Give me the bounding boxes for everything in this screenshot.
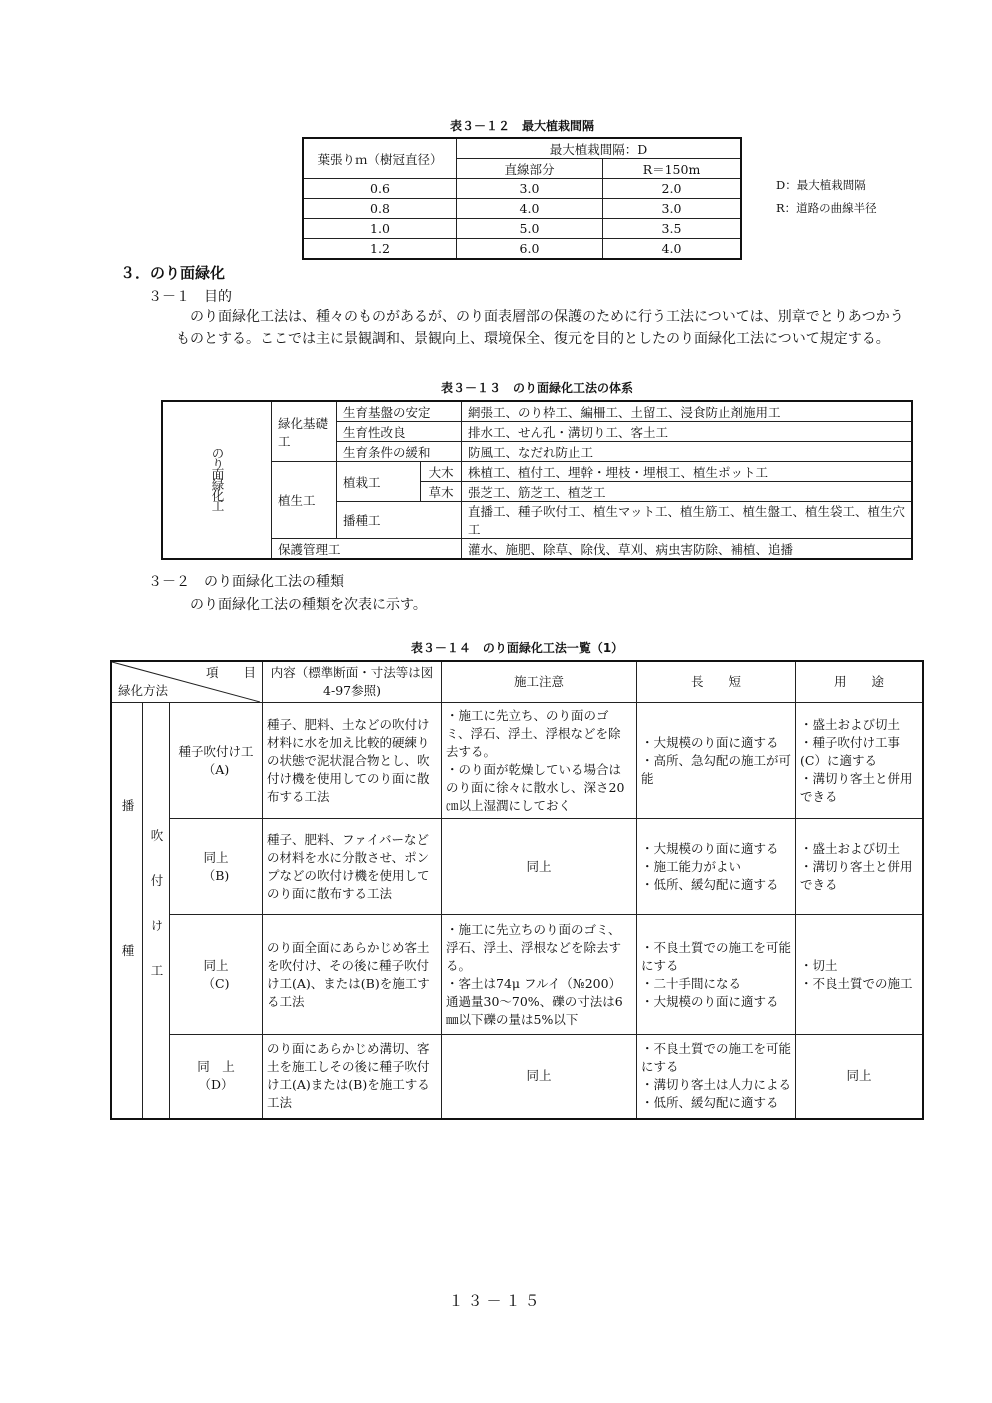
t312-note-r: R：道路の曲線半径 <box>776 201 877 215</box>
t313-kanwa: 生育条件の緩和 <box>337 442 462 462</box>
table-row <box>303 219 741 239</box>
section-paragraph: のり面緑化工法は、種々のものがあるが、のり面表層部の保護のために行う工法については、別章でとりあつかうものとする。ここでは主に景観調和、景観向上、環境保全、復元を目的としたのり面緑化工法について規定する。 <box>176 309 904 347</box>
table-314 <box>110 660 924 1120</box>
t314-yoto-cell: ・盛土および切土 ・種子吹付け工事(C）に適する ・溝切り客土と併用できる <box>796 703 924 819</box>
t314-yoto-cell: 同上 <box>796 1035 924 1119</box>
table-312-caption: 表３－１２ 最大植栽間隔 <box>449 119 594 133</box>
t314-chotan-cell: ・大規模のり面に適する ・高所、急勾配の施工が可能 <box>637 703 796 819</box>
t314-chotan-cell: ・不良土質での施工を可能にする ・二十手間になる ・大規模のり面に適する <box>637 915 796 1035</box>
t314-method: 緑化方法 <box>118 683 169 698</box>
t313-kusaki: 草木 <box>421 482 462 502</box>
table-cell: 1.0 <box>303 219 457 239</box>
t313-kairyo-value: 排水工、せん孔・溝切り工、客土工 <box>462 422 913 442</box>
t313-taiboku-value: 株植工、植付工、埋幹・埋枝・埋根工、植生ポット工 <box>462 462 913 482</box>
t312-col1-header: 葉張りｍ（樹冠直径） <box>303 138 457 179</box>
table-cell: 0.6 <box>303 179 457 199</box>
table-cell: 6.0 <box>457 239 603 260</box>
table-cell: 2.0 <box>603 179 742 199</box>
table-cell: 3.5 <box>603 219 742 239</box>
table-row <box>303 179 741 199</box>
t313-hogo: 保護管理工 <box>272 539 462 560</box>
table-313-caption: 表３－１３ のり面緑化工法の体系 <box>440 381 633 395</box>
t314-name-cell: 同上 （B) <box>170 819 263 915</box>
table-row <box>303 199 741 219</box>
t313-kanwa-value: 防風工、なだれ防止工 <box>462 442 913 462</box>
table-row <box>303 239 741 260</box>
t313-kairyo: 生育性改良 <box>337 422 462 442</box>
table-312 <box>302 137 742 260</box>
t313-hashuko: 播種工 <box>337 502 462 539</box>
t314-chotan-cell: ・不良土質での施工を可能にする ・溝切り客土は人力による ・低所、緩勾配に適する <box>637 1035 796 1119</box>
t312-group-header: 最大植栽間隔：D <box>457 138 742 159</box>
t314-col-fukitsuke: 吹 付 け 工 <box>143 703 170 1119</box>
table-row <box>111 1035 923 1119</box>
section-title: ３．のり面緑化 <box>120 264 226 282</box>
t313-kisoko: 緑化基礎工 <box>272 401 337 462</box>
t313-taiboku: 大木 <box>421 462 462 482</box>
t313-kusaki-value: 張芝工、筋芝工、植芝工 <box>462 482 913 502</box>
t314-naiyo-cell: 種子、肥料、ファイバーなどの材料を水に分散させ、ポンプなどの吹付け機を使用してのり面に散布する工法 <box>263 819 442 915</box>
t314-yoto-header: 用 途 <box>796 661 924 703</box>
t313-hashu-value: 直播工、種子吹付工、植生マット工、植生筋工、植生盤工、植生袋工、植生穴工 <box>462 502 913 539</box>
table-cell: 3.0 <box>457 179 603 199</box>
t314-naiyo-cell: のり面にあらかじめ溝切、客土を施工しその後に種子吹付け工(A)または(B)を施工する工法 <box>263 1035 442 1119</box>
table-cell: 4.0 <box>603 239 742 260</box>
table-cell: 4.0 <box>457 199 603 219</box>
t314-naiyo-cell: 種子、肥料、土などの吹付け材料に水を加え比較的硬練りの状態で泥状混合物とし、吹付け機を使用してのり面に散布する工法 <box>263 703 442 819</box>
t314-chotan-header: 長 短 <box>637 661 796 703</box>
table-cell: 1.2 <box>303 239 457 260</box>
t313-kiban-value: 網張工、のり枠工、編柵工、土留工、浸食防止剤施用工 <box>462 401 913 422</box>
t314-corner-header <box>111 661 263 703</box>
table-cell: 5.0 <box>457 219 603 239</box>
t314-chui-header: 施工注意 <box>442 661 637 703</box>
t312-sub1-header: 直線部分 <box>457 159 603 179</box>
subsection-3-2: ３－２ のり面緑化工法の種類 <box>148 574 344 590</box>
t314-chui-cell: ・施工に先立ちのり面のゴミ、浮石、浮土、浮根などを除去する。 ・客土は74μ フルイ（№200）通過量30～70%、礫の寸法は6㎜以下礫の量は5%以下 <box>442 915 637 1035</box>
t312-sub2-header: R＝150m <box>603 159 742 179</box>
t313-shokusaiko: 植栽工 <box>337 462 421 502</box>
t314-koumoku: 項 目 <box>205 665 256 680</box>
table-row <box>111 703 923 819</box>
subsection-3-1: ３－１ 目的 <box>148 289 232 305</box>
t314-yoto-cell: ・切土 ・不良土質での施工 <box>796 915 924 1035</box>
table-row <box>111 915 923 1035</box>
t314-chotan-cell: ・大規模のり面に適する ・施工能力がよい ・低所、緩勾配に適する <box>637 819 796 915</box>
t313-hogo-value: 灌水、施肥、除草、除伐、草刈、病虫害防除、補植、追播 <box>462 539 913 560</box>
t314-name-cell: 同上 （C) <box>170 915 263 1035</box>
t314-chui-cell: ・施工に先立ち、のり面のゴミ、浮石、浮土、浮根などを除去する。 ・のり面が乾燥している場合はのり面に徐々に散水し、深さ20㎝以上湿潤にしておく <box>442 703 637 819</box>
t313-root: のり面緑化工 <box>162 401 272 559</box>
t313-shokusei: 植生工 <box>272 462 337 539</box>
table-314-caption: 表３－１４ のり面緑化工法一覧（1） <box>410 641 624 655</box>
page-number: １３－１５ <box>448 1292 544 1310</box>
t314-name-cell: 種子吹付け工 （A) <box>170 703 263 819</box>
t314-chui-cell: 同上 <box>442 1035 637 1119</box>
table-row <box>111 819 923 915</box>
table-cell: 0.8 <box>303 199 457 219</box>
table-313 <box>161 400 913 560</box>
t314-yoto-cell: ・盛土および切土 ・溝切り客土と併用できる <box>796 819 924 915</box>
t314-col-hashu: 播 種 <box>111 703 143 1119</box>
table-cell: 3.0 <box>603 199 742 219</box>
t312-note-d: D：最大植栽間隔 <box>776 178 866 192</box>
t313-kiban: 生育基盤の安定 <box>337 401 462 422</box>
t314-name-cell: 同 上 （D） <box>170 1035 263 1119</box>
section-paragraph-2: のり面緑化工法の種類を次表に示す。 <box>190 597 427 613</box>
t314-naiyo-header: 内容（標準断面・寸法等は図4-97参照) <box>263 661 442 703</box>
t314-chui-cell: 同上 <box>442 819 637 915</box>
t314-naiyo-cell: のり面全面にあらかじめ客土を吹付け、その後に種子吹付け工(A)、または(B)を施工する工法 <box>263 915 442 1035</box>
